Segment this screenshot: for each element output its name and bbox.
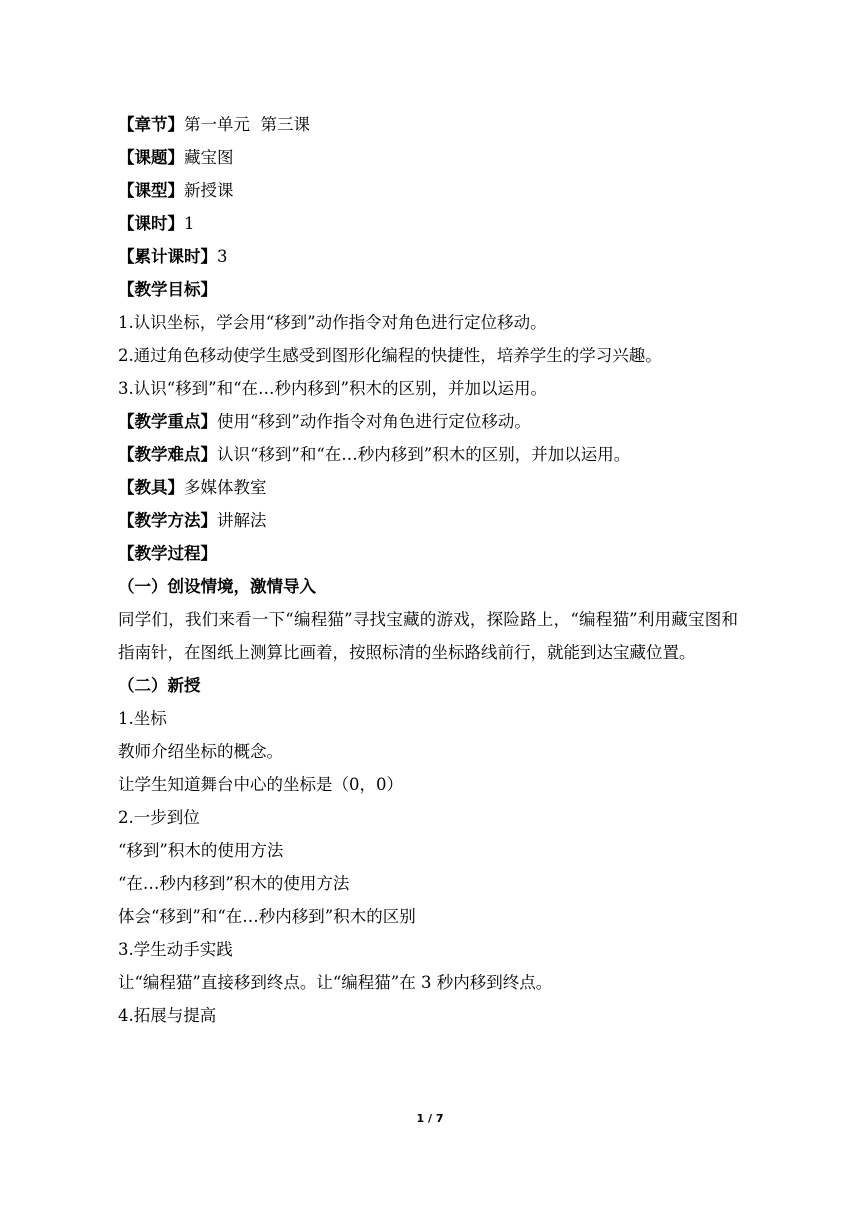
process-heading: 【教学过程】 (118, 544, 217, 563)
difficulty-line (118, 438, 748, 471)
document-body (118, 108, 748, 1032)
cumulative-label: 【累计课时】 (118, 247, 217, 266)
objective-item: 2.通过角色移动使学生感受到图形化编程的快捷性，培养学生的学习兴趣。 (118, 346, 662, 365)
topic-label: 【课题】 (118, 148, 184, 167)
topic-value: 藏宝图 (184, 148, 234, 167)
objectives-heading: 【教学目标】 (118, 280, 217, 299)
tools-line (118, 471, 748, 504)
section1-heading: （一）创设情境，激情导入 (118, 577, 316, 596)
objective-item: 1.认识坐标，学会用“移到”动作指令对角色进行定位移动。 (118, 313, 547, 332)
difficulty-value: 认识“移到”和“在…秒内移到”积木的区别，并加以运用。 (217, 445, 631, 464)
page-number: 1 / 7 (416, 1112, 444, 1125)
process-line: 体会“移到”和“在…秒内移到”积木的区别 (118, 907, 416, 926)
chapter-value: 第一单元 第三课 (184, 115, 310, 134)
type-value: 新授课 (184, 181, 234, 200)
hours-line (118, 207, 748, 240)
cumulative-value: 3 (217, 247, 228, 266)
process-line: 2.一步到位 (118, 808, 200, 827)
key-point-line (118, 405, 748, 438)
process-line: “在…秒内移到”积木的使用方法 (118, 874, 350, 893)
process-line: 让“编程猫”直接移到终点。让“编程猫”在 3 秒内移到终点。 (118, 973, 553, 992)
process-line: 教师介绍坐标的概念。 (118, 742, 283, 761)
type-line (118, 174, 748, 207)
section1-paragraph: 同学们，我们来看一下“编程猫”寻找宝藏的游戏，探险路上，“编程猫”利用藏宝图和指南针，在图纸上测算比画着，按照标清的坐标路线前行，就能到达宝藏位置。 (118, 610, 738, 662)
topic-line (118, 141, 748, 174)
process-line: “移到”积木的使用方法 (118, 841, 284, 860)
process-line: 3.学生动手实践 (118, 940, 233, 959)
hours-value: 1 (184, 214, 195, 233)
difficulty-label: 【教学难点】 (118, 445, 217, 464)
tools-label: 【教具】 (118, 478, 184, 497)
cumulative-line (118, 240, 748, 273)
section2-heading: （二）新授 (118, 676, 201, 695)
chapter-line (118, 108, 748, 141)
hours-label: 【课时】 (118, 214, 184, 233)
process-line: 4.拓展与提高 (118, 1006, 217, 1025)
tools-value: 多媒体教室 (184, 478, 267, 497)
key-point-label: 【教学重点】 (118, 412, 217, 431)
method-label: 【教学方法】 (118, 511, 217, 530)
chapter-label: 【章节】 (118, 115, 184, 134)
method-value: 讲解法 (217, 511, 267, 530)
type-label: 【课型】 (118, 181, 184, 200)
objective-item: 3.认识“移到”和“在…秒内移到”积木的区别，并加以运用。 (118, 379, 547, 398)
process-line: 1.坐标 (118, 709, 167, 728)
process-line: 让学生知道舞台中心的坐标是（0，0） (118, 775, 403, 794)
key-point-value: 使用“移到”动作指令对角色进行定位移动。 (217, 412, 531, 431)
method-line (118, 504, 748, 537)
